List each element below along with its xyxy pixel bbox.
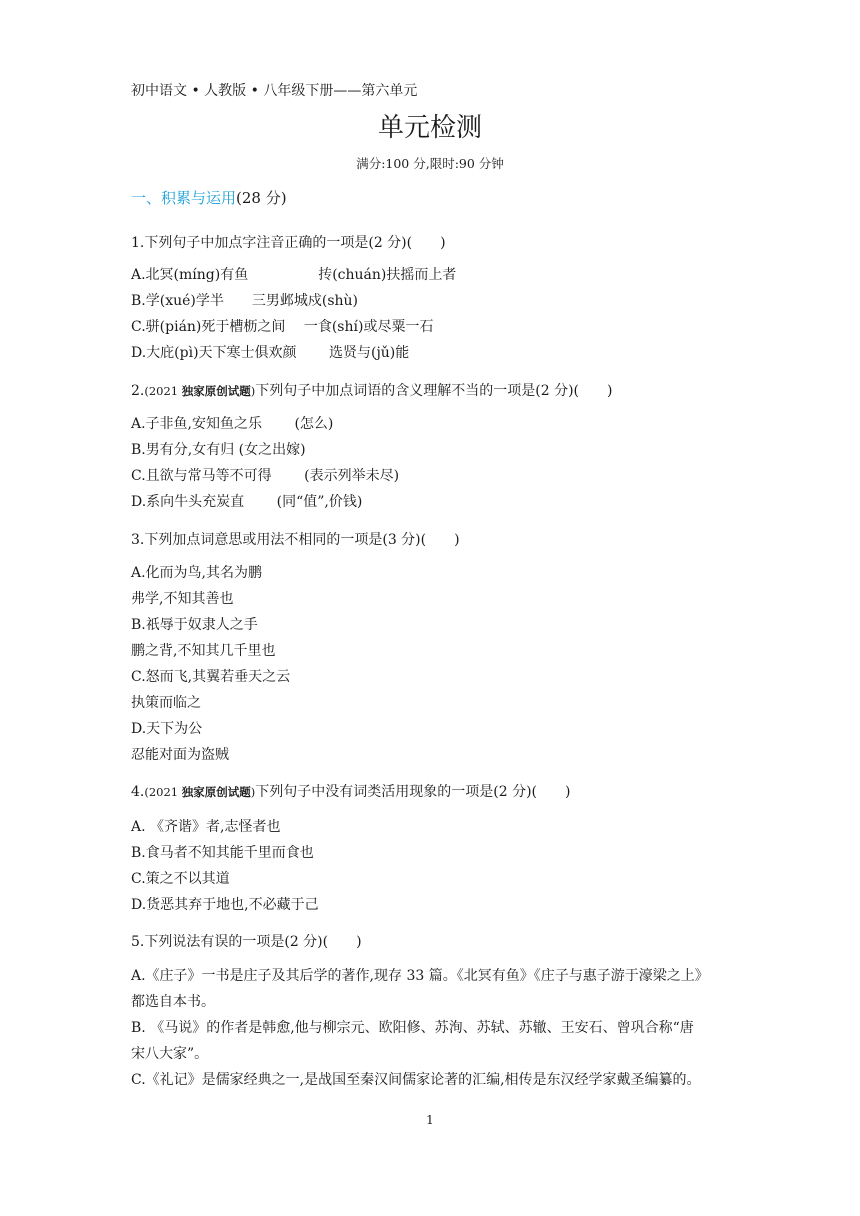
score-time-info: 满分:100 分,限时:90 分钟 — [356, 156, 504, 171]
section-heading — [131, 189, 287, 207]
q3-option-a-line2: 弗学,不知其善也 — [131, 591, 234, 607]
section-label: 一、积累与运用 — [131, 189, 237, 207]
q4-option-b: B.食马者不知其能千里而食也 — [131, 845, 314, 861]
q1-option-d: D.大庇(pì)天下寒士俱欢颜 选贤与(jǔ)能 — [131, 345, 410, 361]
q3-option-c-line2: 执策而临之 — [131, 695, 201, 711]
q3-option-b-line2: 鹏之背,不知其几千里也 — [131, 643, 276, 659]
q2-option-c: C.且欲与常马等不可得 (表示列举未尽) — [131, 468, 400, 484]
q4-tag-close: ) — [250, 785, 256, 799]
q5-option-b-line1: B. 《马说》的作者是韩愈,他与柳宗元、欧阳修、苏洵、苏轼、苏辙、王安石、曾巩合称“唐 — [131, 1020, 694, 1036]
q5-option-a-line1: A.《庄子》一书是庄子及其后学的著作,现存 33 篇。《北冥有鱼》《庄子与惠子游于濠梁之上》 — [131, 968, 709, 984]
q4-option-d: D.货恶其弃于地也,不必藏于己 — [131, 897, 319, 913]
q1-option-a: A.北冥(míng)有鱼 抟(chuán)扶摇而上者 — [131, 267, 457, 283]
q2-option-a: A.子非鱼,安知鱼之乐 (怎么) — [131, 416, 334, 432]
q2-stem-line — [131, 382, 613, 400]
q2-stem: 下列句子中加点词语的含义理解不当的一项是(2 分)( ) — [255, 383, 613, 399]
q4-option-c: C.策之不以其道 — [131, 871, 230, 887]
q5-option-c: C.《礼记》是儒家经典之一,是战国至秦汉间儒家论著的汇编,相传是东汉经学家戴圣编纂的。 — [131, 1072, 701, 1088]
q5-stem: 5.下列说法有误的一项是(2 分)( ) — [131, 934, 362, 950]
q2-tag-label: 独家原创试题 — [181, 384, 251, 398]
q4-stem: 下列句子中没有词类活用现象的一项是(2 分)( ) — [255, 784, 571, 800]
q3-stem: 3.下列加点词意思或用法不相同的一项是(3 分)( ) — [131, 532, 460, 548]
page-title: 单元检测 — [377, 113, 482, 143]
q3-option-c-line1: C.怒而飞,其翼若垂天之云 — [131, 669, 291, 685]
q2-number: 2. — [131, 383, 145, 399]
q3-option-d-line1: D.天下为公 — [131, 721, 203, 737]
q2-tag-close: ) — [250, 384, 256, 398]
page-header: 初中语文 • 人教版 • 八年级下册——第六单元 — [131, 83, 418, 99]
q3-option-d-line2: 忍能对面为盗贼 — [131, 747, 229, 763]
q2-tag-year: (2021 — [144, 384, 182, 398]
q4-tag-year: (2021 — [144, 785, 182, 799]
q1-option-b: B.学(xué)学半 三男邺城戍(shù) — [131, 293, 359, 309]
q4-source-tag — [144, 785, 255, 799]
q2-option-b: B.男有分,女有归 (女之出嫁) — [131, 442, 306, 458]
q3-option-b-line1: B.祇辱于奴隶人之手 — [131, 617, 258, 633]
page-number: 1 — [426, 1113, 434, 1127]
q3-option-a-line1: A.化而为鸟,其名为鹏 — [131, 565, 263, 581]
q4-option-a: A. 《齐谐》者,志怪者也 — [131, 819, 281, 835]
q1-stem: 1.下列句子中加点字注音正确的一项是(2 分)( ) — [131, 235, 446, 251]
q2-option-d: D.系向牛头充炭直 (同“值”,价钱) — [131, 494, 363, 510]
q4-stem-line — [131, 783, 571, 801]
q5-option-a-line2: 都选自本书。 — [131, 994, 215, 1010]
q5-option-b-line2: 宋八大家”。 — [131, 1046, 209, 1062]
q1-option-c: C.骈(pián)死于槽枥之间 一食(shí)或尽粟一石 — [131, 319, 434, 335]
q4-tag-label: 独家原创试题 — [181, 785, 251, 799]
section-points: (28 分) — [236, 189, 287, 207]
q4-number: 4. — [131, 784, 145, 800]
q2-source-tag — [144, 384, 255, 398]
